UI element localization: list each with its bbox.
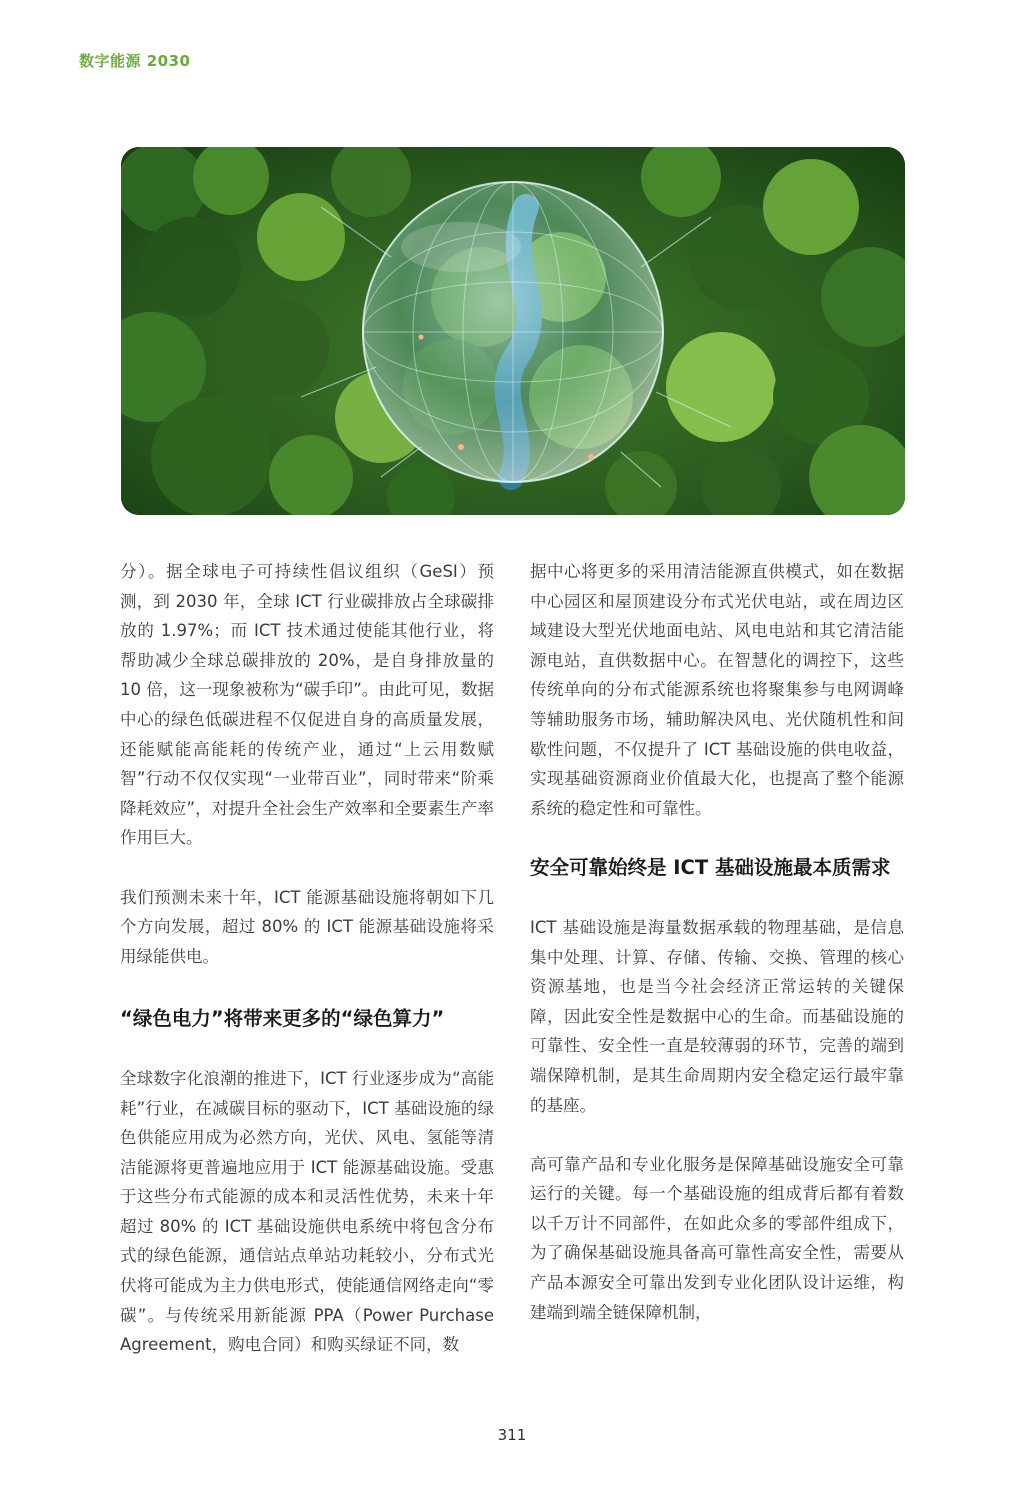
right-column [530,557,904,1327]
running-title: 数字能源 2030 [79,52,191,70]
left-column [120,557,494,1360]
right-paragraph-1: 据中心将更多的采用清洁能源直供模式，如在数据中心园区和屋顶建设分布式光伏电站，或在周边区域建设大型光伏地面电站、风电电站和其它清洁能源电站，直供数据中心。在智慧化的调控下，这些传统单向的分布式能源系统也将聚集参与电网调峰等辅助服务市场，辅助解决风电、光伏随机性和间歇性问题，不仅提升了 ICT 基础设施的供电收益，实现基础资源商业价值最大化，也提高了整个能源系统的稳定性和可靠性。 [530,562,904,818]
left-paragraph-2: 我们预测未来十年，ICT 能源基础设施将朝如下几个方向发展，超过 80% 的 ICT 能源基础设施将采用绿能供电。 [120,887,494,966]
right-paragraph-3: 高可靠产品和专业化服务是保障基础设施安全可靠运行的关键。每一个基础设施的组成背后都有着数以千万计不同部件，在如此众多的零部件组成下，为了确保基础设施具备高可靠性高安全性，需要从产品本源安全可靠出发到专业化团队设计运维，构建端到端全链保障机制， [530,1154,904,1322]
section-heading-security: 安全可靠始终是 ICT 基础设施最本质需求 [530,856,891,880]
section-heading-green-power: “绿色电力”将带来更多的“绿色算力” [120,1007,445,1031]
page-number: 311 [497,1426,527,1444]
left-paragraph-1: 分）。据全球电子可持续性倡议组织（GeSI）预测，到 2030 年，全球 ICT 行业碳排放占全球碳排放的 1.97%；而 ICT 技术通过使能其他行业，将帮助减少全球总碳排放的 20%，是自身排放量的 10 倍，这一现象被称为“碳手印”。由此可见，数据中心的绿色低碳进程不仅促进自身的高质量发展，还能赋能高能耗的传统产业，通过“上云用数赋智”行动不仅仅实现“一业带百业”，同时带来“阶乘降耗效应”，对提升全社会生产效率和全要素生产率作用巨大。 [120,562,494,848]
right-paragraph-2: ICT 基础设施是海量数据承载的物理基础，是信息集中处理、计算、存储、传输、交换、管理的核心资源基地，也是当今社会经济正常运转的关键保障，因此安全性是数据中心的生命。而基础设施的可靠性、安全性一直是较薄弱的环节，完善的端到端保障机制，是其生命周期内安全稳定运行最牢靠的基座。 [530,917,904,1115]
left-paragraph-3: 全球数字化浪潮的推进下，ICT 行业逐步成为“高能耗”行业，在减碳目标的驱动下，ICT 基础设施的绿色供能应用成为必然方向，光伏、风电、氢能等清洁能源将更普遍地应用于 ICT 能源基础设施。受惠于这些分布式能源的成本和灵活性优势，未来十年超过 80% 的 ICT 基础设施供电系统中将包含分布式的绿色能源，通信站点单站功耗较小，分布式光伏将可能成为主力供电形式，使能通信网络走向“零碳”。与传统采用新能源 PPA（Power Purchase Agreement，购电合同）和购买绿证不同，数 [120,1068,494,1355]
hero-image [121,147,905,515]
